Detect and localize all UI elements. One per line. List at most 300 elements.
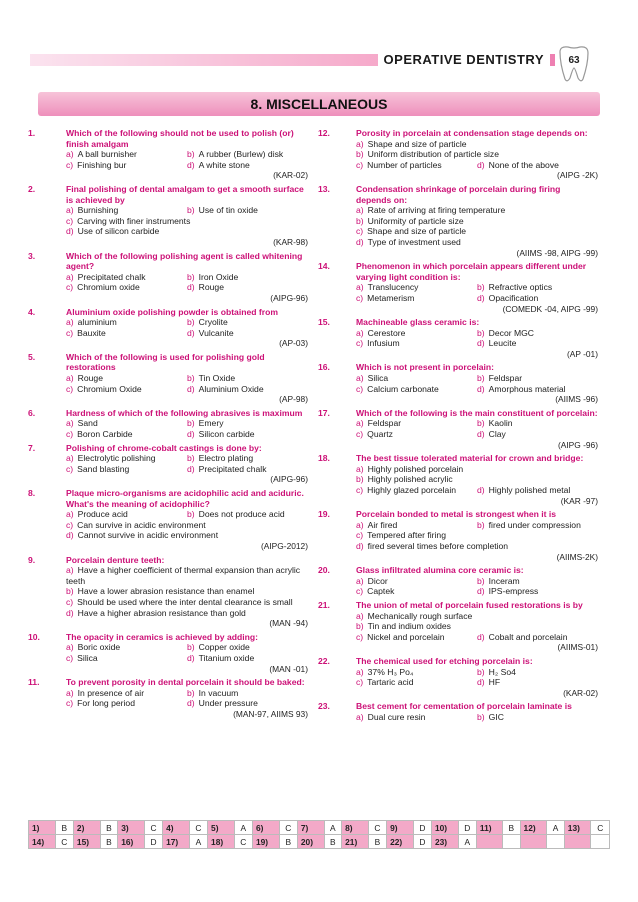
option-letter: d)	[66, 607, 74, 618]
option-item	[66, 530, 308, 541]
option-text: Use of tin oxide	[198, 205, 258, 216]
option-item	[477, 677, 598, 688]
question-source: (AP -01)	[566, 348, 598, 359]
option-text: Tin Oxide	[198, 373, 236, 384]
option-letter: a)	[356, 463, 364, 474]
option-item	[187, 328, 308, 339]
question-number: 14.	[318, 261, 330, 272]
option-text: Type of investment used	[367, 236, 461, 247]
option-letter: b)	[187, 687, 195, 698]
option-item	[187, 149, 308, 160]
option-letter: a)	[66, 271, 74, 282]
question-source: (KAR-98)	[273, 236, 308, 247]
answer-number: 4)	[163, 821, 190, 835]
option-text: Calcium carbonate	[367, 383, 439, 394]
answer-value: C	[279, 821, 297, 835]
option-letter: b)	[66, 586, 74, 597]
question-source: (KAR-02)	[273, 170, 308, 181]
option-letter: a)	[66, 373, 74, 384]
option-letter: c)	[66, 159, 74, 170]
option-item	[66, 373, 187, 384]
option-item	[477, 667, 598, 678]
answer-number: 7)	[297, 821, 324, 835]
option-item	[356, 530, 598, 541]
option-letter: d)	[477, 677, 485, 688]
option-text: Carving with finer instruments	[77, 215, 191, 226]
option-letter: b)	[356, 474, 364, 485]
option-letter: d)	[187, 652, 195, 663]
option-item	[356, 139, 598, 150]
question-number: 3.	[28, 250, 36, 261]
option-list	[356, 667, 598, 688]
question-source: (AIPG -96)	[557, 439, 598, 450]
option-text: Mechanically rough surface	[367, 610, 473, 621]
option-text: Copper oxide	[198, 642, 250, 653]
option-item	[356, 160, 477, 171]
question-text: Best cement for cementation of porcelain laminate is	[356, 701, 572, 712]
answer-number: 1)	[29, 821, 56, 835]
answer-row	[29, 821, 610, 835]
option-letter: c)	[356, 485, 364, 495]
option-item	[356, 226, 598, 237]
answer-number: 15)	[73, 835, 100, 849]
right-column	[318, 128, 598, 725]
option-letter: d)	[187, 282, 195, 293]
option-item	[187, 418, 308, 429]
option-letter: b)	[477, 711, 485, 722]
question-item	[28, 352, 308, 405]
option-letter: c)	[356, 530, 364, 541]
option-item	[187, 653, 308, 664]
option-text: H₂ So4	[488, 666, 516, 677]
answer-value: C	[591, 821, 610, 835]
option-text: Silica	[77, 652, 98, 663]
option-item	[66, 272, 187, 283]
option-item	[187, 317, 308, 328]
question-number: 13.	[318, 183, 330, 194]
question-text: Porcelain bonded to metal is strongest when it is	[356, 509, 557, 520]
option-item	[356, 520, 477, 531]
option-letter: a)	[356, 373, 364, 384]
option-item	[477, 586, 598, 597]
answer-value: B	[55, 821, 73, 835]
option-list	[66, 272, 308, 293]
left-column	[28, 128, 308, 722]
answer-number	[476, 835, 502, 849]
option-text: Chromium Oxide	[77, 383, 142, 394]
option-list	[356, 611, 598, 643]
option-text: Emery	[198, 418, 224, 429]
question-text: Which of the following should not be used to polish (or) finish amalgam	[66, 128, 294, 149]
option-text: Finishing bur	[77, 159, 127, 170]
option-item	[66, 509, 187, 520]
option-text: fired several times before completion	[367, 540, 509, 551]
option-list	[66, 149, 308, 170]
question-number: 6.	[28, 407, 36, 418]
option-text: Highly polished porcelain	[367, 463, 464, 474]
question-item	[318, 701, 598, 722]
answer-value	[547, 835, 565, 849]
question-number: 8.	[28, 488, 36, 498]
question-number: 9.	[28, 554, 36, 565]
option-item	[356, 667, 477, 678]
option-text: Tempered after firing	[367, 530, 446, 541]
option-text: Titanium oxide	[198, 652, 255, 663]
option-item	[187, 642, 308, 653]
option-item	[356, 464, 598, 475]
option-text: Opacification	[488, 292, 539, 303]
answer-number: 14)	[29, 835, 56, 849]
question-source: (KAR-02)	[563, 687, 598, 698]
question-item	[318, 453, 598, 506]
question-number: 12.	[318, 128, 330, 138]
answer-value: C	[368, 821, 386, 835]
question-number: 11.	[28, 677, 40, 688]
answer-value: C	[234, 835, 252, 849]
question-source: (AP-03)	[279, 338, 308, 349]
option-item	[66, 698, 187, 709]
option-letter: c)	[356, 429, 364, 440]
answer-value: A	[458, 835, 476, 849]
question-item	[28, 307, 308, 349]
question-source: (AIPG -2K)	[557, 170, 598, 181]
option-item	[356, 474, 598, 485]
option-text: Rate of arriving at firing temperature	[367, 205, 506, 216]
option-item	[477, 373, 598, 384]
option-text: IPS-empress	[488, 586, 539, 597]
question-item	[318, 656, 598, 698]
question-text: Which of the following is used for polishing gold restorations	[66, 351, 265, 373]
option-text: Amorphous material	[488, 383, 566, 394]
option-text: Silicon carbide	[198, 429, 255, 440]
question-source: (AIIMS-01)	[557, 642, 598, 653]
option-item	[66, 608, 308, 619]
answer-value: B	[279, 835, 297, 849]
option-letter: b)	[187, 642, 195, 653]
option-text: Does not produce acid	[198, 509, 285, 520]
option-text: Dual cure resin	[367, 711, 426, 722]
question-number: 20.	[318, 565, 330, 576]
question-number: 15.	[318, 317, 330, 328]
answer-value	[591, 835, 610, 849]
option-letter: d)	[356, 540, 364, 551]
question-number: 1.	[28, 128, 36, 138]
option-text: Nickel and porcelain	[367, 631, 445, 642]
option-item	[356, 293, 477, 304]
answer-number: 12)	[520, 821, 547, 835]
option-item	[356, 205, 598, 216]
option-list	[356, 418, 598, 439]
question-text: Which of the following is the main constituent of porcelain:	[356, 407, 598, 418]
question-source: (AIPG-96)	[270, 474, 308, 485]
option-item	[356, 429, 477, 440]
option-letter: c)	[66, 596, 74, 607]
option-letter: d)	[187, 383, 195, 394]
question-item	[28, 488, 308, 552]
answer-number: 19)	[252, 835, 279, 849]
option-text: Should be used where the inter dental clearance is small	[77, 596, 293, 607]
answer-value: C	[189, 821, 207, 835]
option-letter: a)	[356, 711, 364, 722]
question-text: The chemical used for etching porcelain is:	[356, 655, 533, 666]
question-text: Aluminium oxide polishing powder is obtained from	[66, 306, 278, 317]
option-item	[187, 453, 308, 464]
option-letter: b)	[356, 215, 364, 226]
option-text: Rouge	[77, 373, 103, 384]
option-text: Rouge	[198, 282, 224, 293]
option-text: A rubber (Burlew) disk	[198, 149, 284, 160]
option-item	[66, 653, 187, 664]
section-title: 8. MISCELLANEOUS	[38, 92, 600, 116]
question-source: (AIIMS -96)	[555, 394, 598, 405]
option-text: Cannot survive in acidic environment	[77, 530, 219, 541]
question-item	[318, 600, 598, 653]
answer-number: 16)	[118, 835, 145, 849]
option-letter: a)	[66, 418, 74, 429]
option-text: Infusium	[367, 338, 400, 349]
answer-number: 5)	[208, 821, 235, 835]
question-item	[318, 317, 598, 359]
answer-value: A	[547, 821, 565, 835]
option-text: Highly polished metal	[488, 485, 571, 495]
question-text: Final polishing of dental amalgam to get a smooth surface is achieved by	[66, 183, 304, 205]
option-text: Shape and size of particle	[367, 138, 467, 149]
option-letter: a)	[356, 282, 364, 293]
option-text: Kaolin	[488, 418, 513, 429]
question-text: Which of the following polishing agent is called whitening agent?	[66, 250, 303, 272]
option-text: Iron Oxide	[198, 271, 239, 282]
question-number: 2.	[28, 183, 36, 194]
option-text: Highly polished acrylic	[367, 474, 453, 485]
option-item	[356, 149, 598, 160]
option-text: Can survive in acidic environment	[77, 519, 206, 530]
option-text: In vacuum	[198, 687, 239, 698]
option-item	[66, 642, 187, 653]
option-text: Cobalt and porcelain	[488, 631, 568, 642]
option-letter: b)	[187, 509, 195, 520]
option-item	[66, 384, 187, 395]
option-text: Clay	[488, 429, 506, 440]
question-text: Porcelain denture teeth:	[66, 554, 165, 565]
option-letter: c)	[66, 383, 74, 394]
option-letter: d)	[477, 338, 485, 349]
option-item	[356, 677, 477, 688]
answer-number: 8)	[342, 821, 369, 835]
running-header	[0, 44, 600, 74]
option-item	[187, 373, 308, 384]
option-letter: b)	[187, 317, 195, 328]
option-item	[477, 632, 598, 643]
option-text: Have a higher abrasion resistance than gold	[77, 607, 246, 618]
question-source: (AP-98)	[279, 394, 308, 405]
answer-value: C	[55, 835, 73, 849]
option-item	[66, 226, 308, 237]
option-item	[477, 418, 598, 429]
option-text: Precipitated chalk	[77, 271, 146, 282]
option-letter: d)	[187, 327, 195, 338]
question-item	[318, 408, 598, 450]
question-source: (COMEDK -04, AIPG -99)	[502, 303, 598, 314]
option-list	[356, 520, 598, 552]
question-text: Hardness of which of the following abrasives is maximum	[66, 407, 303, 418]
question-item	[28, 184, 308, 248]
option-list	[66, 453, 308, 474]
option-letter: a)	[356, 666, 364, 677]
option-text: Decor MGC	[488, 327, 535, 338]
option-list	[356, 282, 598, 303]
option-item	[66, 464, 187, 475]
option-letter: c)	[356, 159, 364, 170]
option-letter: b)	[187, 373, 195, 384]
answer-number: 10)	[431, 821, 458, 835]
option-text: GIC	[488, 711, 504, 722]
option-letter: b)	[187, 205, 195, 216]
option-item	[187, 688, 308, 699]
question-number: 23.	[318, 701, 330, 712]
option-item	[66, 160, 187, 171]
option-item	[187, 272, 308, 283]
option-letter: a)	[66, 317, 74, 328]
question-source: (AIIMS -98, AIPG -99)	[516, 247, 598, 258]
option-letter: a)	[66, 509, 74, 520]
answer-number: 13)	[564, 821, 591, 835]
option-letter: a)	[66, 565, 74, 576]
option-letter: d)	[477, 159, 485, 170]
option-text: Uniformity of particle size	[367, 215, 464, 226]
option-text: Feldspar	[488, 373, 523, 384]
option-text: Have a higher coefficient of thermal expansion than acrylic teeth	[66, 565, 301, 586]
option-letter: a)	[356, 327, 364, 338]
question-number: 10.	[28, 631, 40, 642]
option-letter: c)	[66, 282, 74, 293]
option-letter: d)	[66, 530, 74, 541]
option-letter: c)	[356, 383, 364, 394]
option-text: Vulcanite	[198, 327, 234, 338]
question-source: (MAN-97, AIIMS 93)	[233, 708, 308, 719]
option-item	[477, 282, 598, 293]
option-item	[187, 282, 308, 293]
option-list	[356, 328, 598, 349]
option-text: Sand blasting	[77, 463, 130, 474]
question-text: Which is not present in porcelain:	[356, 362, 494, 373]
answer-value: B	[324, 835, 342, 849]
option-item	[356, 384, 477, 395]
option-text: Refractive optics	[488, 282, 553, 293]
option-letter: c)	[66, 652, 74, 663]
option-text: Burnishing	[77, 205, 119, 216]
option-item	[66, 149, 187, 160]
option-item	[66, 317, 187, 328]
page-number: 63	[568, 55, 580, 66]
option-letter: c)	[66, 429, 74, 440]
option-list	[66, 509, 308, 541]
option-text: For long period	[77, 698, 135, 709]
question-text: The best tissue tolerated material for crown and bridge:	[356, 453, 584, 464]
option-text: None of the above	[488, 159, 559, 170]
option-item	[477, 576, 598, 587]
option-item	[477, 328, 598, 339]
option-list	[66, 565, 308, 618]
question-text: Glass infiltrated alumina core ceramic is:	[356, 565, 524, 576]
option-list	[356, 139, 598, 171]
option-list	[66, 373, 308, 394]
option-letter: c)	[356, 677, 364, 688]
option-item	[356, 541, 598, 552]
option-item	[66, 586, 308, 597]
option-text: Produce acid	[77, 509, 128, 520]
option-text: Have a lower abrasion resistance than enamel	[77, 586, 255, 597]
option-item	[66, 597, 308, 608]
header-title: OPERATIVE DENTISTRY	[378, 52, 550, 67]
option-item	[356, 216, 598, 227]
option-text: Sand	[77, 418, 98, 429]
option-text: Precipitated chalk	[198, 463, 267, 474]
option-letter: d)	[477, 292, 485, 303]
option-item	[356, 418, 477, 429]
answer-number: 2)	[73, 821, 100, 835]
option-letter: b)	[356, 149, 364, 160]
option-text: Metamerism	[367, 292, 415, 303]
option-list	[66, 317, 308, 338]
option-letter: c)	[356, 338, 364, 349]
option-text: Silica	[367, 373, 389, 384]
option-text: Under pressure	[198, 698, 258, 709]
option-letter: b)	[477, 373, 485, 384]
answer-value: A	[189, 835, 207, 849]
answer-value: B	[368, 835, 386, 849]
question-number: 19.	[318, 509, 330, 520]
question-item	[318, 509, 598, 562]
option-letter: b)	[477, 666, 485, 677]
option-item	[66, 429, 187, 440]
option-letter: b)	[187, 271, 195, 282]
option-item	[66, 453, 187, 464]
option-text: aluminium	[77, 317, 117, 328]
question-source: (AIPG-2012)	[260, 540, 308, 551]
option-text: Cerestore	[367, 327, 406, 338]
option-letter: a)	[356, 610, 364, 621]
option-item	[356, 328, 477, 339]
answer-value: B	[502, 821, 520, 835]
option-text: Use of silicon carbide	[77, 226, 160, 237]
option-text: Highly glazed porcelain	[367, 485, 457, 495]
option-letter: d)	[187, 159, 195, 170]
answer-number: 20)	[297, 835, 324, 849]
option-text: Quartz	[367, 429, 393, 440]
answer-value	[502, 835, 520, 849]
option-item	[66, 328, 187, 339]
option-item	[187, 509, 308, 520]
question-text: Phenomenon in which porcelain appears different under varying light condition is:	[356, 261, 587, 282]
option-item	[66, 282, 187, 293]
option-text: Shape and size of particle	[367, 226, 467, 237]
option-letter: d)	[477, 429, 485, 440]
question-item	[318, 128, 598, 181]
option-item	[187, 205, 308, 216]
option-item	[477, 712, 598, 723]
question-text: The opacity in ceramics is achieved by adding:	[66, 631, 258, 642]
answer-value: D	[458, 821, 476, 835]
option-item	[187, 429, 308, 440]
option-letter: b)	[477, 418, 485, 429]
option-letter: a)	[356, 519, 364, 530]
option-text: Uniform distribution of particle size	[367, 149, 500, 160]
question-item	[28, 443, 308, 485]
option-letter: a)	[66, 205, 74, 216]
option-letter: a)	[356, 138, 364, 149]
answer-number: 6)	[252, 821, 279, 835]
answer-value: D	[413, 835, 431, 849]
